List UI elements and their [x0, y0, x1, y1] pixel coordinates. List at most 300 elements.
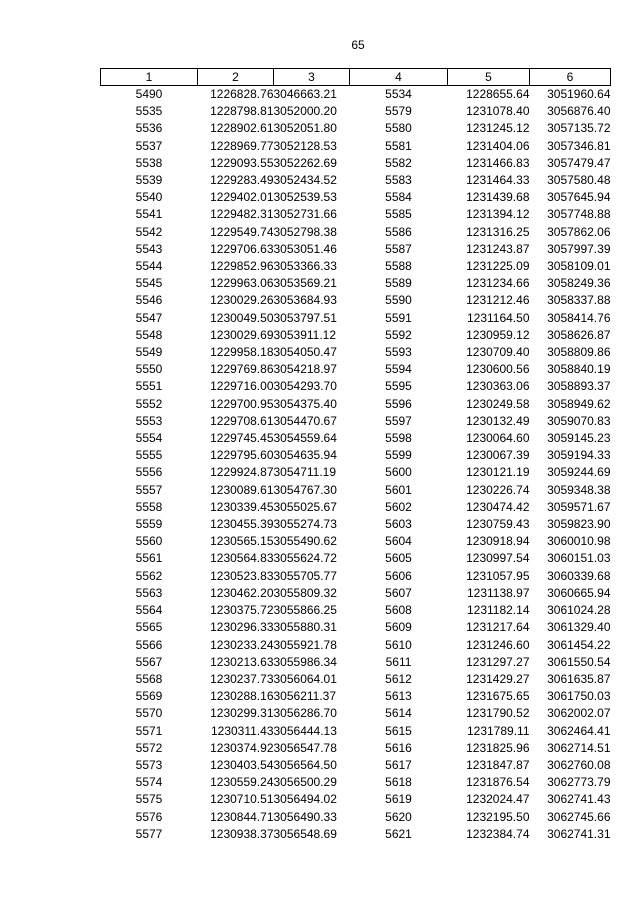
table-cell: 5566: [135, 637, 163, 652]
table-cell: 5620: [385, 809, 412, 824]
table-cell: 1231245.12: [466, 121, 530, 136]
table-cell: 3059348.38: [547, 482, 611, 497]
table-cell: 5607: [385, 585, 412, 600]
table-cell: 5610: [385, 637, 412, 652]
table-row: [101, 619, 611, 636]
table-cell: 1230600.56: [466, 362, 530, 377]
table-row: [101, 103, 611, 120]
table-row: [101, 378, 611, 395]
table-cell: 1230296.33: [210, 620, 274, 635]
table-cell: 5551: [135, 379, 163, 394]
table-cell: 5613: [385, 689, 412, 704]
table-cell: 1230132.49: [466, 413, 530, 428]
table-cell: 3061750.03: [547, 689, 611, 704]
table-cell: 1230311.43: [210, 723, 274, 738]
table-cell: 3052051.80: [273, 121, 337, 136]
table-cell: 3052539.53: [273, 190, 337, 205]
table-cell: 3058109.01: [547, 259, 611, 274]
table-cell: 1230938.37: [210, 826, 274, 841]
table-row: [101, 275, 611, 292]
table-cell: 5595: [385, 379, 412, 394]
table-cell: 1230997.54: [466, 551, 530, 566]
table-cell: 3055880.31: [273, 620, 337, 635]
table-cell: 3061454.22: [547, 637, 611, 652]
table-cell: 3058809.86: [547, 345, 611, 360]
table-cell: 3055025.67: [273, 499, 337, 514]
table-cell: 1230523.83: [210, 568, 274, 583]
table-cell: 1231404.06: [466, 138, 530, 153]
table-cell: 1228798.81: [210, 104, 274, 119]
table-cell: 1230121.19: [466, 465, 530, 480]
table-cell: 1230455.39: [210, 517, 274, 532]
column-header: 5: [448, 69, 530, 86]
table-cell: 3055624.72: [273, 551, 337, 566]
table-cell: 3054375.40: [273, 396, 337, 411]
table-cell: 3055705.77: [273, 568, 337, 583]
table-cell: 3054635.94: [273, 448, 337, 463]
table-cell: 3057997.39: [547, 241, 611, 256]
table-cell: 5588: [385, 259, 412, 274]
table-cell: 1231790.52: [466, 706, 530, 721]
table-cell: 5535: [135, 104, 163, 119]
table-cell: 1229963.06: [210, 276, 274, 291]
table-cell: 5616: [385, 740, 412, 755]
table-cell: 1230565.15: [210, 534, 274, 549]
table-body: [101, 86, 611, 843]
table-cell: 5537: [135, 138, 163, 153]
table-cell: 3054470.67: [273, 413, 337, 428]
page-number: 65: [351, 38, 365, 52]
table-cell: 5539: [135, 173, 163, 188]
table-cell: 1231217.64: [466, 620, 530, 635]
table-cell: 5559: [135, 517, 163, 532]
table-cell: 3062773.79: [547, 775, 611, 790]
table-cell: 1230375.72: [210, 603, 274, 618]
table-cell: 5581: [385, 138, 412, 153]
table-cell: 5583: [385, 173, 412, 188]
table-cell: 3062741.43: [547, 792, 611, 807]
table-cell: 3054711.19: [273, 465, 337, 480]
table-cell: 1230363.06: [466, 379, 530, 394]
table-cell: 5601: [385, 482, 412, 497]
table-cell: 1230233.24: [210, 637, 274, 652]
table-cell: 3062714.51: [547, 740, 611, 755]
table-row: [101, 654, 611, 671]
table-row: [101, 413, 611, 430]
table-cell: 1231164.50: [466, 310, 530, 325]
table-cell: 3061024.28: [547, 603, 611, 618]
table-cell: 3056444.13: [273, 723, 337, 738]
table-cell: 3056490.33: [273, 809, 337, 824]
table-cell: 1231394.12: [466, 207, 530, 222]
table-cell: 5569: [135, 689, 163, 704]
table-cell: 3054559.64: [273, 431, 337, 446]
table-cell: 1231057.95: [466, 568, 530, 583]
table-cell: 1231297.27: [466, 654, 530, 669]
table-cell: 1231847.87: [466, 757, 530, 772]
table-cell: 5490: [135, 87, 163, 101]
table-cell: 1231212.46: [466, 293, 530, 308]
table-cell: 5546: [135, 293, 163, 308]
table-row: [101, 774, 611, 791]
table-cell: 5587: [385, 241, 412, 256]
table-cell: 3056286.70: [273, 706, 337, 721]
table-row: [101, 86, 611, 104]
table-cell: 3062745.66: [547, 809, 611, 824]
table-cell: 5561: [135, 551, 163, 566]
table-cell: 1229708.61: [210, 413, 274, 428]
table-row: [101, 809, 611, 826]
table-cell: 5574: [135, 775, 163, 790]
table-cell: 1228969.77: [210, 138, 274, 153]
table-cell: 5618: [385, 775, 412, 790]
table-cell: 3051960.64: [547, 87, 611, 101]
table-cell: 5604: [385, 534, 412, 549]
table-row: [101, 224, 611, 241]
table-cell: 5614: [385, 706, 412, 721]
table-cell: 1229745.45: [210, 431, 274, 446]
table-row: [101, 602, 611, 619]
table-cell: 5617: [385, 757, 412, 772]
table-cell: 5541: [135, 207, 163, 222]
table-row: [101, 757, 611, 774]
table-cell: 1229852.96: [210, 259, 274, 274]
table-cell: 3053051.46: [273, 241, 337, 256]
table-cell: 3059070.83: [547, 413, 611, 428]
table-cell: 5599: [385, 448, 412, 463]
table-cell: 3059244.69: [547, 465, 611, 480]
table-cell: 1230403.54: [210, 757, 274, 772]
table-cell: 1231316.25: [466, 224, 530, 239]
table-cell: 1229549.74: [210, 224, 274, 239]
table-row: [101, 791, 611, 808]
table-cell: 5598: [385, 431, 412, 446]
table-cell: 3056064.01: [273, 671, 337, 686]
table-row: [101, 120, 611, 137]
table-cell: 5568: [135, 671, 163, 686]
table-cell: 1229716.00: [210, 379, 274, 394]
table-cell: 3061550.54: [547, 654, 611, 669]
table-cell: 5538: [135, 155, 163, 170]
table-cell: 3056564.50: [273, 757, 337, 772]
table-cell: 1230029.26: [210, 293, 274, 308]
column-header: 2: [198, 69, 274, 86]
table-cell: 3056547.78: [273, 740, 337, 755]
table-cell: 3058949.62: [547, 396, 611, 411]
table-cell: 5575: [135, 792, 163, 807]
table-cell: 5556: [135, 465, 163, 480]
table-cell: 3058414.76: [547, 310, 611, 325]
table-cell: 1230226.74: [466, 482, 530, 497]
table-cell: 3060010.98: [547, 534, 611, 549]
table-row: [101, 447, 611, 464]
table-cell: 5593: [385, 345, 412, 360]
table-cell: 3060339.68: [547, 568, 611, 583]
table-row: [101, 499, 611, 516]
table-cell: 1229093.55: [210, 155, 274, 170]
table-cell: 3055490.62: [273, 534, 337, 549]
table-cell: 3059145.23: [547, 431, 611, 446]
table-cell: 1231138.97: [466, 585, 530, 600]
table-cell: 3052731.66: [273, 207, 337, 222]
table-row: [101, 637, 611, 654]
column-header: 3: [274, 69, 350, 86]
table-cell: 1231466.83: [466, 155, 530, 170]
table-cell: 1231182.14: [466, 603, 530, 618]
table-cell: 3059194.33: [547, 448, 611, 463]
table-cell: 5597: [385, 413, 412, 428]
table-cell: 3062464.41: [547, 723, 611, 738]
table-cell: 5609: [385, 620, 412, 635]
table-row: [101, 310, 611, 327]
table-cell: 3057346.81: [547, 138, 611, 153]
table-cell: 5579: [385, 104, 412, 119]
table-cell: 3061329.40: [547, 620, 611, 635]
table-cell: 3057135.72: [547, 121, 611, 136]
table-cell: 5570: [135, 706, 163, 721]
table-cell: 3056876.40: [547, 104, 611, 119]
table-cell: 5612: [385, 671, 412, 686]
table-cell: 3056548.69: [273, 826, 337, 841]
table-row: [101, 155, 611, 172]
table-row: [101, 550, 611, 567]
table-cell: 5584: [385, 190, 412, 205]
table-row: [101, 258, 611, 275]
table-cell: 1231246.60: [466, 637, 530, 652]
table-header-row: [101, 69, 611, 86]
table-row: [101, 482, 611, 499]
table-cell: 5591: [385, 310, 412, 325]
table-cell: 1229958.18: [210, 345, 274, 360]
table-cell: 1230474.42: [466, 499, 530, 514]
table-cell: 3053569.21: [273, 276, 337, 291]
table-cell: 1229769.86: [210, 362, 274, 377]
table-cell: 1231243.87: [466, 241, 530, 256]
table-cell: 3058840.19: [547, 362, 611, 377]
table-row: [101, 464, 611, 481]
table-cell: 3054218.97: [273, 362, 337, 377]
table-cell: 1230213.63: [210, 654, 274, 669]
table-cell: 3052434.52: [273, 173, 337, 188]
table-cell: 1230959.12: [466, 327, 530, 342]
table-row: [101, 533, 611, 550]
table-row: [101, 361, 611, 378]
table-cell: 5550: [135, 362, 163, 377]
table-cell: 1231876.54: [466, 775, 530, 790]
table-cell: 3057580.48: [547, 173, 611, 188]
column-header: 6: [530, 69, 611, 86]
table-cell: 5602: [385, 499, 412, 514]
table-cell: 1230710.51: [210, 792, 274, 807]
table-cell: 5542: [135, 224, 163, 239]
table-cell: 1231429.27: [466, 671, 530, 686]
table-cell: 3053911.12: [273, 327, 337, 342]
table-cell: 3062741.31: [547, 826, 611, 841]
table-cell: 1230559.24: [210, 775, 274, 790]
table-cell: 5571: [135, 723, 163, 738]
table-cell: 5563: [135, 585, 163, 600]
table-cell: 1230564.83: [210, 551, 274, 566]
table-cell: 3052798.38: [273, 224, 337, 239]
table-cell: 5567: [135, 654, 163, 669]
table-cell: 1226828.76: [210, 87, 274, 101]
table-row: [101, 396, 611, 413]
table-cell: 3059823.90: [547, 517, 611, 532]
table-cell: 1230709.40: [466, 345, 530, 360]
table-cell: 1229924.87: [210, 465, 274, 480]
table-cell: 3054050.47: [273, 345, 337, 360]
table-cell: 5582: [385, 155, 412, 170]
table-cell: 3052128.53: [273, 138, 337, 153]
table-cell: 1230029.69: [210, 327, 274, 342]
table-cell: 5605: [385, 551, 412, 566]
table-cell: 3060151.03: [547, 551, 611, 566]
table-row: [101, 568, 611, 585]
table-cell: 1231675.65: [466, 689, 530, 704]
table-cell: 3056494.02: [273, 792, 337, 807]
table-row: [101, 826, 611, 843]
table-cell: 1230249.58: [466, 396, 530, 411]
table-row: [101, 344, 611, 361]
table-cell: 3055274.73: [273, 517, 337, 532]
table-cell: 5536: [135, 121, 163, 136]
table-cell: 5562: [135, 568, 163, 583]
table-cell: 1231789.11: [466, 723, 530, 738]
table-row: [101, 740, 611, 757]
table-cell: 5548: [135, 327, 163, 342]
table-cell: 3057479.47: [547, 155, 611, 170]
table-cell: 1231439.68: [466, 190, 530, 205]
table-cell: 1230374.92: [210, 740, 274, 755]
table-cell: 1228902.61: [210, 121, 274, 136]
table-row: [101, 585, 611, 602]
table-cell: 5600: [385, 465, 412, 480]
table-cell: 5619: [385, 792, 412, 807]
table-cell: 5596: [385, 396, 412, 411]
table-cell: 5585: [385, 207, 412, 222]
table-cell: 5576: [135, 809, 163, 824]
table-cell: 5621: [385, 826, 412, 841]
table-cell: 3058626.87: [547, 327, 611, 342]
table-cell: 5580: [385, 121, 412, 136]
table-cell: 5544: [135, 259, 163, 274]
table-cell: 3059571.67: [547, 499, 611, 514]
table-cell: 1231825.96: [466, 740, 530, 755]
table-cell: 1229283.49: [210, 173, 274, 188]
table-cell: 5555: [135, 448, 163, 463]
table-cell: 3055866.25: [273, 603, 337, 618]
table-cell: 1230462.20: [210, 585, 274, 600]
table-cell: 1230067.39: [466, 448, 530, 463]
table-cell: 3055986.34: [273, 654, 337, 669]
table-row: [101, 189, 611, 206]
table-cell: 5592: [385, 327, 412, 342]
table-cell: 5557: [135, 482, 163, 497]
table-cell: 1232024.47: [466, 792, 530, 807]
table-cell: 3062760.08: [547, 757, 611, 772]
table-cell: 5611: [385, 654, 412, 669]
table-cell: 1229402.01: [210, 190, 274, 205]
table-cell: 3052000.20: [273, 104, 337, 119]
table-cell: 1230918.94: [466, 534, 530, 549]
table-cell: 1232195.50: [466, 809, 530, 824]
table-cell: 1230049.50: [210, 310, 274, 325]
table-cell: 1231225.09: [466, 259, 530, 274]
table-cell: 3054293.70: [273, 379, 337, 394]
table-cell: 3058249.36: [547, 276, 611, 291]
table-cell: 5534: [385, 87, 412, 101]
table-cell: 1230089.61: [210, 482, 274, 497]
table-cell: 3058893.37: [547, 379, 611, 394]
table-cell: 3056500.29: [273, 775, 337, 790]
table-row: [101, 688, 611, 705]
table-cell: 1230288.16: [210, 689, 274, 704]
table-cell: 3058337.88: [547, 293, 611, 308]
table-cell: 1232384.74: [466, 826, 530, 841]
table-row: [101, 705, 611, 722]
table-row: [101, 430, 611, 447]
table-row: [101, 327, 611, 344]
table-row: [101, 138, 611, 155]
table-cell: 1230064.60: [466, 431, 530, 446]
table-cell: 3053684.93: [273, 293, 337, 308]
table-cell: 1229795.60: [210, 448, 274, 463]
table-cell: 5590: [385, 293, 412, 308]
table-row: [101, 172, 611, 189]
table-cell: 3055921.78: [273, 637, 337, 652]
table-cell: 5553: [135, 413, 163, 428]
table-cell: 1230844.71: [210, 809, 274, 824]
table-row: [101, 241, 611, 258]
table-cell: 5540: [135, 190, 163, 205]
table-cell: 3046663.21: [273, 87, 337, 101]
table-cell: 5558: [135, 499, 163, 514]
table-cell: 3053366.33: [273, 259, 337, 274]
table-cell: 5573: [135, 757, 163, 772]
table-cell: 3052262.69: [273, 155, 337, 170]
table-row: [101, 671, 611, 688]
table-cell: 5552: [135, 396, 163, 411]
table-cell: 3055809.32: [273, 585, 337, 600]
table-cell: 5615: [385, 723, 412, 738]
table-cell: 1230299.31: [210, 706, 274, 721]
coordinates-table: [100, 68, 611, 843]
table-row: [101, 516, 611, 533]
table-cell: 5608: [385, 603, 412, 618]
table-row: [101, 723, 611, 740]
table-cell: 5545: [135, 276, 163, 291]
table-cell: 5589: [385, 276, 412, 291]
table-cell: 5586: [385, 224, 412, 239]
table-cell: 5606: [385, 568, 412, 583]
table-cell: 1228655.64: [466, 87, 530, 101]
table-cell: 5572: [135, 740, 163, 755]
table-cell: 1230237.73: [210, 671, 274, 686]
table-cell: 1230759.43: [466, 517, 530, 532]
table-cell: 5564: [135, 603, 163, 618]
table-cell: 5565: [135, 620, 163, 635]
table-cell: 3057862.06: [547, 224, 611, 239]
table-cell: 1229700.95: [210, 396, 274, 411]
table-cell: 1231234.66: [466, 276, 530, 291]
column-header: 1: [101, 69, 198, 86]
table-cell: 1231078.40: [466, 104, 530, 119]
table-cell: 5560: [135, 534, 163, 549]
table-cell: 5549: [135, 345, 163, 360]
table-cell: 5543: [135, 241, 163, 256]
table-cell: 3057748.88: [547, 207, 611, 222]
table-cell: 5554: [135, 431, 163, 446]
